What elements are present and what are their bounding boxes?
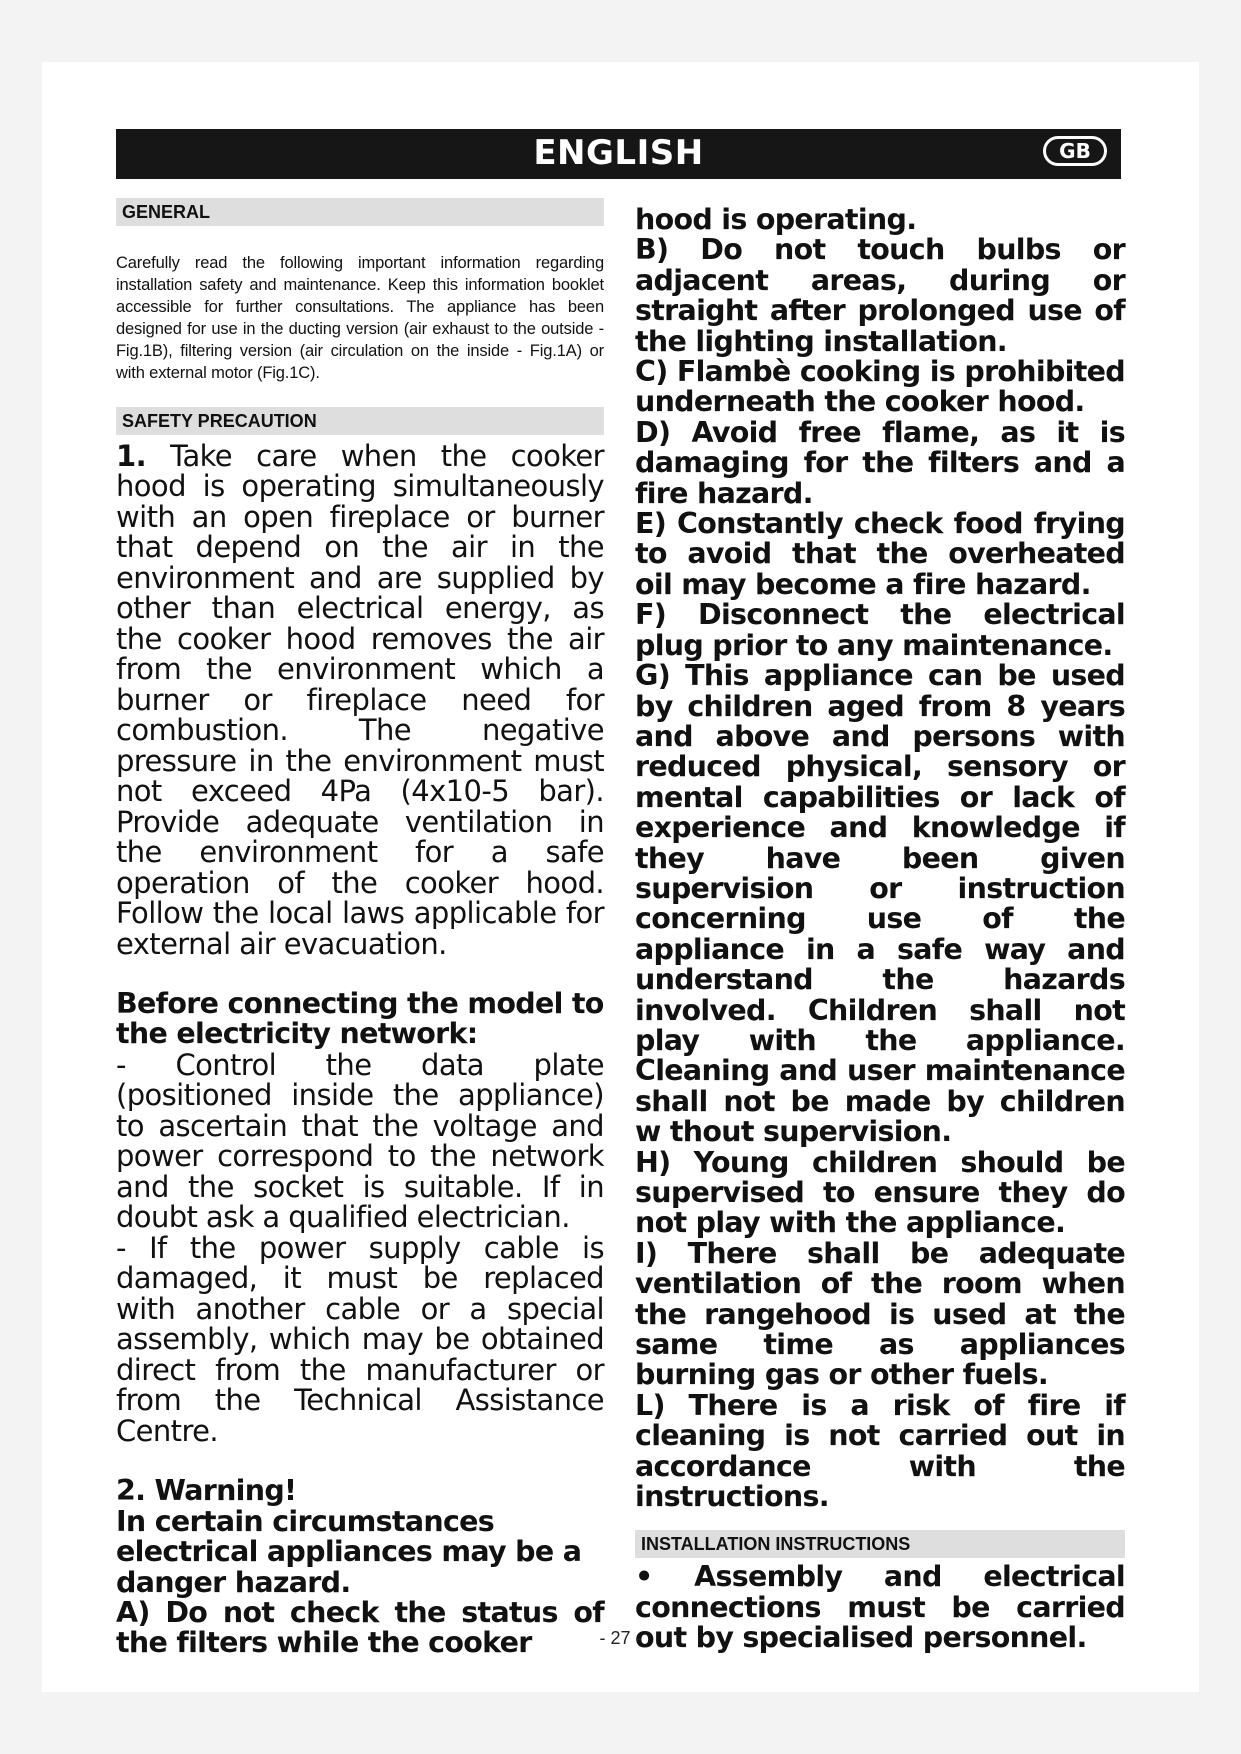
language-title: ENGLISH	[533, 133, 704, 173]
before-connecting-p1: - Control the data plate (positioned inside the appliance) to ascertain that the voltage and power correspond to the network and the socket is suitable. If in doubt ask a qualified electrician.	[116, 1047, 604, 1235]
general-text: Carefully read the following important information regarding installation safety and maintenance. Keep this information booklet accessible for further consultations. The appliance has been designed for use in the ducting version (air exhaust to the outside - Fig.1B), filtering version (air circulation on the inside - Fig.1A) or with external motor (Fig.1C).	[116, 254, 604, 382]
before-connecting-title: Before connecting the model to the electricity network:	[116, 987, 604, 1051]
installation-heading: INSTALLATION INSTRUCTIONS	[635, 1530, 1125, 1558]
safety-item-1-number: 1.	[116, 438, 146, 473]
warning-subtitle: In certain circumstances electrical appliances may be a danger hazard.	[116, 1504, 582, 1599]
warning-title: 2. Warning!	[116, 1474, 297, 1508]
warning-item-f: F) Disconnect the electrical plug prior to any maintenance.	[635, 598, 1125, 662]
warning-item-l: L) There is a risk of fire if cleaning is not carried out in accordance with the instructions.	[635, 1388, 1125, 1514]
safety-item-1	[116, 438, 604, 961]
warning-item-a-continued: hood is operating.	[635, 203, 917, 236]
warning-item-h: H) Young children should be supervised to ensure they do not play with the appliance.	[635, 1145, 1125, 1240]
warning-item-g: G) This appliance can be used by children aged from 8 years and above and persons with reduced physical, sensory or mental capabilities or lack of experience and knowledge if they have been given supervision or instruction concerning use of the appliance in a safe way and understand the hazards involved. Children shall not play with the appliance. Cleaning and user maintenance shall not be made by children w thout supervision.	[635, 659, 1125, 1149]
page-number: - 27 -	[599, 1628, 642, 1648]
safety-item-1-text: Take care when the cooker hood is operating simultaneously with an open fireplace or burner that depend on the air in the environment and are supplied by other than electrical energy, as the cooker hood removes the air from the environment which a burner or fireplace need for combustion. The negative pressure in the environment must not exceed 4Pa (4x10-5 bar). Provide adequate ventilation in the environment for a safe operation of the cooker hood. Follow the local laws applicable for external air evacuation.	[116, 438, 604, 961]
warning-item-i: I) There shall be adequate ventilation of the room when the rangehood is used at the same time as appliances burning gas or other fuels.	[635, 1236, 1125, 1392]
warning-item-e: E) Constantly check food frying to avoid that the overheated oil may become a fire hazard.	[635, 507, 1125, 601]
safety-heading: SAFETY PRECAUTION	[116, 407, 604, 435]
warning-item-a: A) Do not check the status of the filters while the cooker	[116, 1595, 604, 1660]
warning-item-d: D) Avoid free flame, as it is damaging for the filters and a fire hazard.	[635, 415, 1125, 510]
warning-item-b: B) Do not touch bulbs or adjacent areas, during or straight after prolonged use of the lighting installation.	[635, 233, 1125, 358]
left-column	[116, 198, 604, 1659]
general-heading: GENERAL	[116, 198, 604, 226]
installation-text: • Assembly and electrical connections must be carried out by specialised personnel.	[635, 1560, 1125, 1655]
language-header-bar	[116, 129, 1121, 179]
country-badge: GB	[1043, 136, 1107, 166]
right-column	[635, 205, 1125, 1654]
warning-item-c: C) Flambè cooking is prohibited underneath the cooker hood.	[635, 355, 1125, 419]
before-connecting-p2: - If the power supply cable is damaged, it must be replaced with another cable or a special assembly, which may be obtained direct from the manufacturer or from the Technical Assistance Centre.	[116, 1230, 604, 1448]
